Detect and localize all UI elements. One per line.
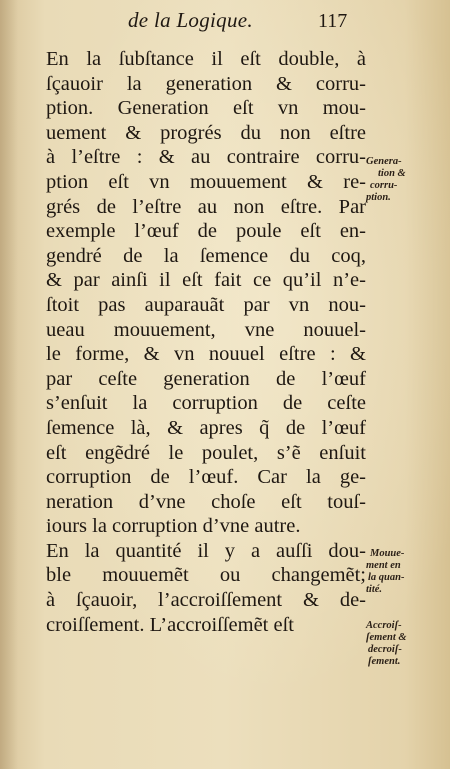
text-line: neration d’vne choſe eſt touſ- xyxy=(46,490,366,513)
margin-note-line: tité. xyxy=(366,584,383,595)
text-line: le forme, & vn nouuel eſtre : & xyxy=(46,343,366,366)
text-line: par ceſte generation de l’œuf xyxy=(46,367,366,390)
text-line: croiſſement. L’accroiſſemẽt eſt xyxy=(46,613,294,636)
margin-note-line: ption. xyxy=(366,192,391,203)
body-text xyxy=(46,47,366,637)
margin-note-line: decroiſ- xyxy=(368,644,402,655)
text-line: gendré de la ſemence du coq, xyxy=(46,244,366,267)
text-line: ption. Generation eſt vn mou- xyxy=(46,97,366,120)
text-line: ſtoit pas auparauãt par vn nou- xyxy=(46,293,366,316)
text-line: ption eſt vn mouuement & re- xyxy=(46,170,366,193)
margin-note-quantity xyxy=(366,548,446,596)
text-line: ble mouuemẽt ou changemẽt; xyxy=(46,564,366,587)
text-line: ſçauoir la generation & corru- xyxy=(46,72,366,95)
margin-note-line: ſement & xyxy=(366,632,407,643)
margin-note-line: Genera- xyxy=(366,156,402,167)
text-line: grés de l’eſtre au non eſtre. Par xyxy=(46,195,366,218)
text-line: En la ſubſtance il eſt double, à xyxy=(46,48,366,70)
margin-note-line: Accroiſ- xyxy=(366,620,402,631)
margin-note-line: la quan- xyxy=(368,572,405,583)
text-line: exemple l’œuf de poule eſt en- xyxy=(46,220,366,243)
text-line: corruption de l’œuf. Car la ge- xyxy=(46,466,366,489)
margin-note-line: ment en xyxy=(366,560,401,571)
margin-note-increase xyxy=(366,620,446,668)
text-line: ueau mouuement, vne nouuel- xyxy=(46,318,366,341)
margin-note-line: corru- xyxy=(370,180,398,191)
margin-note-line: tion & xyxy=(378,168,406,179)
text-line: eſt engẽdré le poulet, s’ẽ enſuit xyxy=(46,441,366,464)
text-line: à ſçauoir, l’accroiſſement & de- xyxy=(46,589,366,612)
text-line: à l’eſtre : & au contraire corru- xyxy=(46,146,366,169)
gutter-shadow xyxy=(0,0,18,769)
text-line: uement & progrés du non eſtre xyxy=(46,121,366,144)
text-line: & par ainſi il eſt fait ce qu’il n’e- xyxy=(46,269,366,292)
margin-note-generation xyxy=(366,156,446,204)
page-number: 117 xyxy=(318,10,348,32)
running-head: de la Logique. xyxy=(128,8,253,32)
text-line: iours la corruption d’vne autre. xyxy=(46,515,301,538)
margin-note-line: Mouue- xyxy=(370,548,405,559)
text-line: ſemence là, & apres q̃ de l’œuf xyxy=(46,416,366,439)
text-line: s’enſuit la corruption de ceſte xyxy=(46,392,366,415)
text-line: En la quantité il y a auſſi dou- xyxy=(46,539,366,562)
margin-note-line: ſement. xyxy=(368,656,401,667)
